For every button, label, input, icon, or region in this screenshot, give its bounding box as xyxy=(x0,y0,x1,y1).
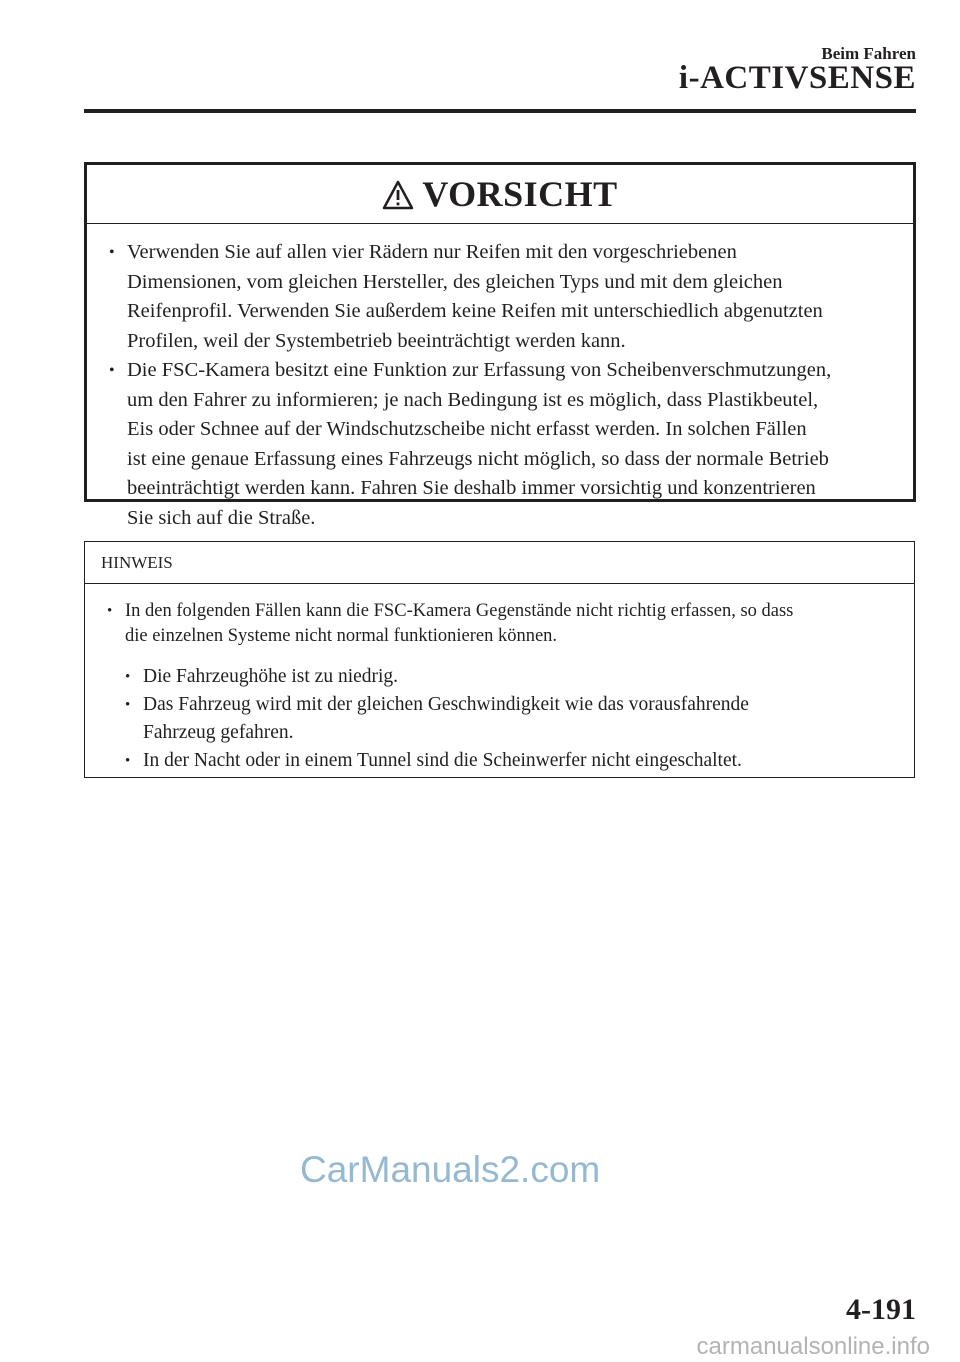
caution-header xyxy=(87,165,913,224)
caution-line: beeinträchtigt werden kann. Fahren Sie deshalb immer vorsichtig und konzentrieren xyxy=(127,477,816,499)
bullet-icon: • xyxy=(109,362,115,379)
note-header: HINWEIS xyxy=(85,542,914,584)
caution-line: Profilen, weil der Systembetrieb beeinträchtigt werden kann. xyxy=(127,329,626,352)
note-subitem-line: Fahrzeug gefahren. xyxy=(143,722,294,743)
note-subitem xyxy=(125,747,894,775)
caution-item xyxy=(109,356,893,533)
caution-line: Sie sich auf die Straße. xyxy=(127,506,316,529)
header-rule xyxy=(84,109,916,113)
note-line: die einzelnen Systeme nicht normal funktionieren können. xyxy=(125,626,558,646)
caution-body xyxy=(87,224,913,533)
bullet-icon: • xyxy=(107,603,113,619)
caution-line: Verwenden Sie auf allen vier Rädern nur Reifen mit den vorgeschriebenen xyxy=(127,241,737,263)
bullet-icon: • xyxy=(125,669,131,685)
caution-item xyxy=(109,238,893,356)
header-chapter-title: i-ACTIVSENSE xyxy=(678,60,916,96)
note-box xyxy=(84,541,915,778)
watermark: CarManuals2.com xyxy=(300,1149,601,1190)
caution-line: um den Fahrer zu informieren; je nach Bedingung ist es möglich, dass Plastikbeutel, xyxy=(127,388,819,411)
bullet-icon: • xyxy=(125,697,131,713)
note-subitems xyxy=(107,663,894,775)
caution-box xyxy=(84,162,916,529)
footer-url: carmanualsonline.info xyxy=(696,1333,930,1360)
note-line: In den folgenden Fällen kann die FSC-Kamera Gegenstände nicht richtig erfassen, so dass xyxy=(125,601,794,621)
note-subitem-line: Das Fahrzeug wird mit der gleichen Geschwindigkeit wie das vorausfahrende xyxy=(143,694,749,715)
warning-triangle-icon xyxy=(382,180,414,210)
note-body xyxy=(85,584,914,775)
caution-line: Reifenprofil. Verwenden Sie außerdem keine Reifen mit unterschiedlich abgenutzten xyxy=(127,300,823,322)
bullet-icon: • xyxy=(109,244,115,261)
note-subitem-line: Die Fahrzeughöhe ist zu niedrig. xyxy=(143,666,399,687)
bullet-icon: • xyxy=(125,753,131,769)
caution-line: Dimensionen, vom gleichen Hersteller, des gleichen Typs und mit dem gleichen xyxy=(127,270,783,293)
note-subitem xyxy=(125,663,894,691)
note-item xyxy=(107,599,894,649)
caution-title: VORSICHT xyxy=(422,174,618,214)
caution-line: Die FSC-Kamera besitzt eine Funktion zur Erfassung von Scheibenverschmutzungen, xyxy=(127,359,832,381)
caution-line: ist eine genaue Erfassung eines Fahrzeugs nicht möglich, so dass der normale Betrieb xyxy=(127,447,829,470)
header-section: Beim Fahren xyxy=(821,44,916,63)
caution-line: Eis oder Schnee auf der Windschutzscheibe nicht erfasst werden. In solchen Fällen xyxy=(127,418,807,440)
page-number: 4-191 xyxy=(846,1293,916,1326)
note-subitem xyxy=(125,691,894,747)
note-subitem-line: In der Nacht oder in einem Tunnel sind die Scheinwerfer nicht eingeschaltet. xyxy=(143,750,742,771)
